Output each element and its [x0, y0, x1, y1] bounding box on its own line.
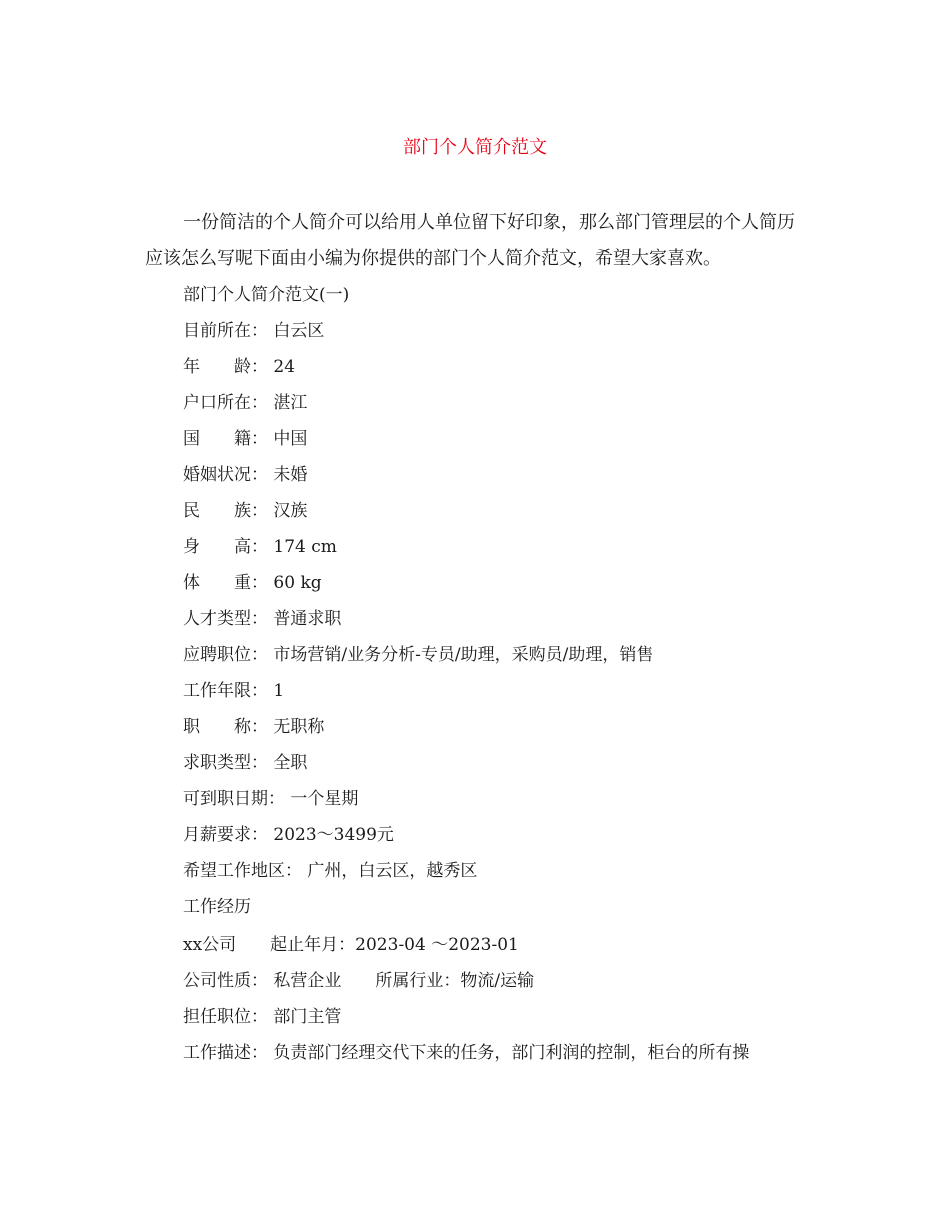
field-preferred-area: 希望工作地区： 广州，白云区，越秀区 [183, 861, 478, 881]
intro-paragraph: 一份简洁的个人简介可以给用人单位留下好印象，那么部门管理层的个人简历应该怎么写呢下面由小编为你提供的部门个人简介范文，希望大家喜欢。 [145, 212, 795, 269]
field-height: 身 高： 174 cm [183, 537, 337, 557]
field-marital-status: 婚姻状况： 未婚 [183, 465, 308, 485]
field-nationality: 国 籍： 中国 [183, 429, 308, 449]
field-weight: 体 重： 60 kg [183, 573, 322, 593]
field-hukou: 户口所在： 湛江 [183, 393, 308, 413]
work-history-heading: 工作经历 [183, 897, 251, 917]
field-ethnicity: 民 族： 汉族 [183, 501, 308, 521]
field-job-type: 求职类型： 全职 [183, 753, 308, 773]
field-job-title: 职 称： 无职称 [183, 717, 325, 737]
work-description: 工作描述： 负责部门经理交代下来的任务，部门利润的控制，柜台的所有操 [183, 1043, 750, 1063]
field-talent-type: 人才类型： 普通求职 [183, 609, 342, 629]
field-location: 目前所在： 白云区 [183, 321, 325, 341]
field-salary: 月薪要求： 2023～3499元 [183, 825, 394, 845]
work-company-type: 公司性质： 私营企业 所属行业：物流/运输 [183, 971, 535, 991]
field-available-date: 可到职日期： 一个星期 [183, 789, 359, 809]
field-work-years: 工作年限： 1 [183, 681, 285, 701]
document-title: 部门个人简介范文 [403, 137, 547, 158]
work-position: 担任职位： 部门主管 [183, 1007, 342, 1027]
work-company: xx公司 起止年月：2023-04 ～2023-01 [183, 935, 519, 955]
section-heading: 部门个人简介范文(一) [183, 285, 350, 305]
field-age: 年 龄： 24 [183, 357, 296, 377]
field-position-applied: 应聘职位： 市场营销/业务分析-专员/助理，采购员/助理，销售 [183, 645, 654, 665]
